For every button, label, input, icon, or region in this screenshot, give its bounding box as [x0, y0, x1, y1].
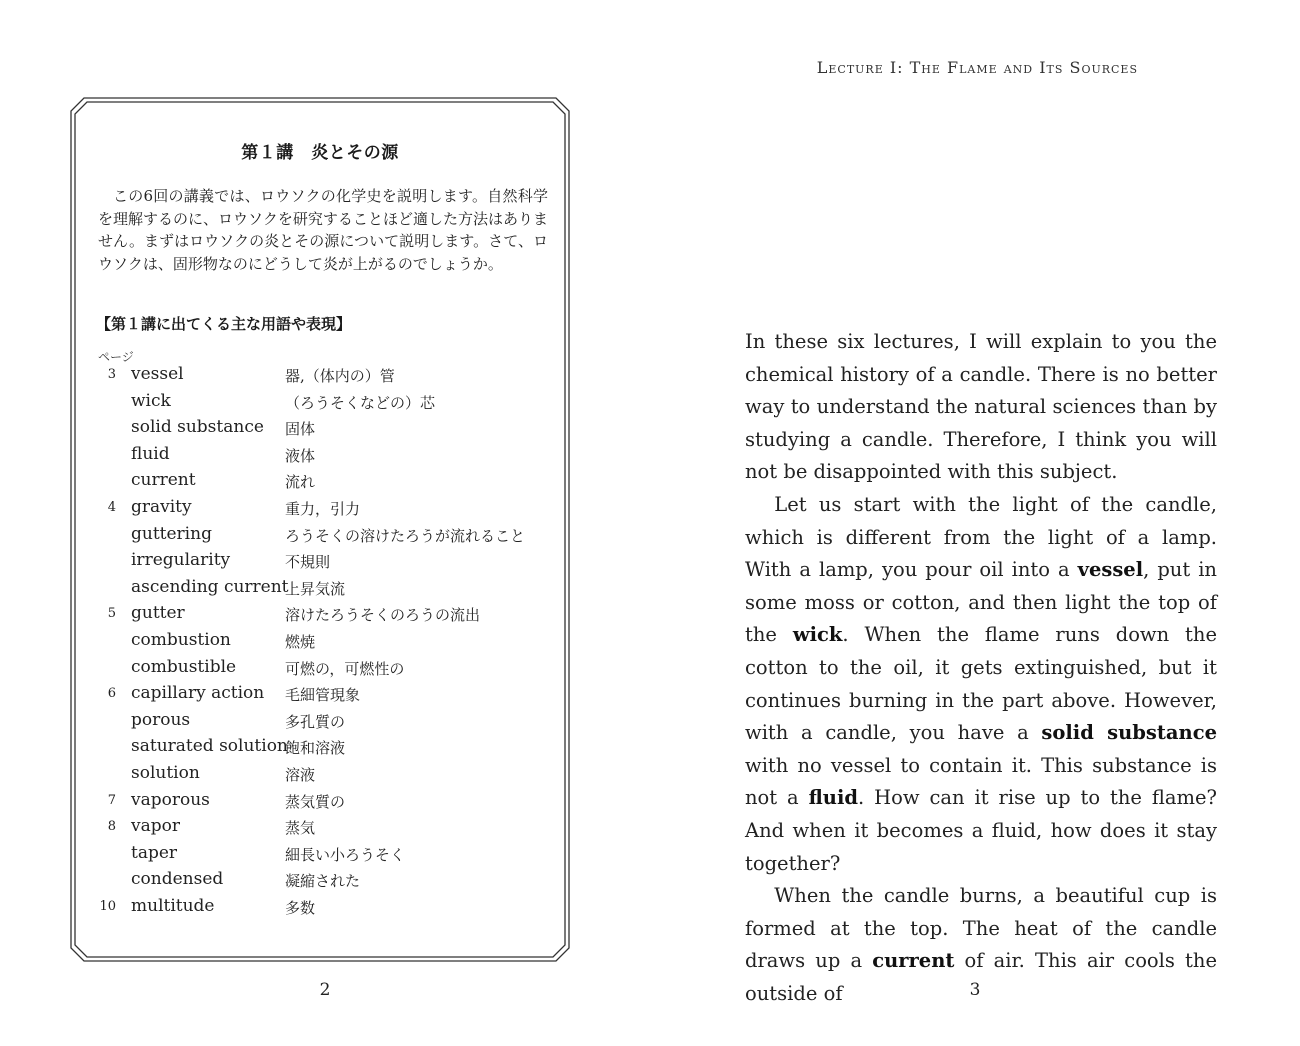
vocab-term-ja: 重力，引力 — [285, 499, 361, 518]
page-number-left: 2 — [319, 980, 331, 1000]
text-run: , put in some moss or cotton, and then light the top of the — [745, 558, 1217, 647]
vocab-term-ja: 固体 — [285, 420, 316, 439]
vocab-term-en: combustion — [131, 629, 231, 650]
vocab-page-number: 3 — [107, 367, 116, 382]
vocab-page-number: 5 — [107, 606, 116, 622]
vocab-row — [98, 443, 558, 470]
vocab-row — [98, 469, 558, 496]
vocab-row — [98, 390, 558, 417]
lecture-title-ja: 第１講 炎とその源 — [241, 143, 399, 163]
vocab-page-number: 4 — [107, 499, 116, 515]
vocab-term-en: capillary action — [131, 683, 265, 704]
vocab-page-number: 6 — [107, 686, 116, 702]
vocab-term-en: multitude — [131, 895, 215, 916]
vocab-row — [98, 868, 558, 895]
vocab-term-en: condensed — [131, 869, 224, 890]
vocab-term-ja: 多数 — [285, 898, 316, 917]
key-term: wick — [792, 623, 843, 647]
vocab-term-ja: 上昇気流 — [285, 579, 346, 598]
terms-heading: 【第１講に出てくる主な用語や表現】 — [96, 315, 352, 333]
vocab-row — [98, 789, 558, 816]
vocab-term-ja: ろうそくの溶けたろうが流れること — [285, 526, 526, 545]
vocab-term-ja: 溶けたろうそくのろうの流出 — [285, 606, 481, 625]
key-term: current — [872, 949, 955, 973]
vocab-row — [98, 815, 558, 842]
vocab-row — [98, 496, 558, 523]
vocab-row — [98, 842, 558, 869]
vocab-term-ja: 毛細管現象 — [285, 686, 361, 705]
right-page — [650, 0, 1300, 1046]
vocab-term-en: current — [131, 470, 196, 491]
body-paragraph — [745, 326, 1217, 489]
key-term: fluid — [808, 786, 859, 810]
vocab-term-en: vapor — [131, 816, 180, 837]
key-term: solid substance — [1041, 721, 1218, 745]
text-run: When the candle burns, a beautiful cup is formed at the top. The heat of the candle draws up a — [745, 884, 1217, 973]
vocab-term-en: saturated solution — [131, 736, 288, 757]
vocab-list — [98, 363, 558, 921]
vocab-term-ja: 流れ — [285, 473, 316, 492]
vocab-term-en: porous — [131, 709, 191, 730]
vocab-term-en: combustible — [131, 656, 237, 677]
text-run: . When the flame runs down the cotton to the oil, it gets extinguished, but it continues burning in the part above. However, with a candle, you have a — [745, 623, 1217, 745]
vocab-term-en: gutter — [131, 603, 185, 624]
vocab-row — [98, 523, 558, 550]
vocab-term-ja: 多孔質の — [285, 712, 346, 731]
vocab-term-ja: 蒸気 — [285, 819, 316, 838]
vocab-term-ja: 凝縮された — [285, 872, 361, 891]
vocab-term-en: vessel — [131, 364, 184, 384]
vocab-term-ja: 蒸気質の — [285, 792, 346, 811]
vocab-term-en: gravity — [131, 496, 192, 517]
vocab-row — [98, 602, 558, 629]
vocab-term-ja: 液体 — [285, 446, 316, 465]
vocab-row — [98, 709, 558, 736]
vocab-page-number: 7 — [107, 792, 116, 808]
running-head: Lecture I: The Flame and Its Sources — [816, 58, 1138, 77]
vocab-row — [98, 735, 558, 762]
vocab-term-en: vaporous — [131, 789, 210, 810]
text-run: . How can it rise up to the flame? And when it becomes a fluid, how does it stay together? — [745, 786, 1217, 875]
vocab-page-number: 8 — [107, 819, 116, 835]
vocab-term-ja: 燃焼 — [285, 632, 316, 651]
vocab-term-ja: 飽和溶液 — [285, 739, 346, 758]
text-run: of air. This air cools the outside of — [745, 949, 1217, 1005]
vocab-term-en: solid substance — [131, 417, 264, 438]
vocab-term-ja: （ろうそくなどの）芯 — [285, 393, 436, 412]
lecture-intro-ja: この6回の講義では、ロウソクの化学史を説明します。自然科学を理解するのに、ロウソクを研究することほど適した方法はありません。まずはロウソクの炎とその源について説明します。さて、ロウソクは、固形物なのにどうして炎が上がるのでしょうか。 — [98, 187, 548, 273]
page-number-right: 3 — [969, 980, 981, 1000]
vocab-term-en: solution — [131, 762, 200, 783]
text-run: Let us start with the light of the candle, which is different from the light of a lamp. With a lamp, you pour oil into a — [745, 492, 1217, 582]
text-run: In these six lectures, I will explain to you the chemical history of a candle. There is no better way to understand the natural sciences than by studying a candle. Therefore, I think you will not be disappointed with this subject. — [745, 330, 1217, 484]
vocab-row — [98, 656, 558, 683]
text-run: with no vessel to contain it. This substance is not a — [745, 753, 1217, 810]
vocab-term-ja: 器,（体内の）管 — [285, 367, 395, 385]
body-text — [745, 326, 1217, 1010]
vocab-term-en: irregularity — [131, 550, 231, 571]
vocab-row — [98, 363, 558, 390]
vocab-term-ja: 溶液 — [285, 765, 316, 784]
vocab-row — [98, 762, 558, 789]
page-column-label: ページ — [98, 350, 134, 364]
vocab-row — [98, 416, 558, 443]
vocab-page-number: 10 — [99, 898, 116, 914]
vocab-term-en: ascending current — [131, 576, 289, 597]
vocab-term-ja: 不規則 — [285, 553, 331, 572]
vocab-row — [98, 629, 558, 656]
vocab-row — [98, 682, 558, 709]
key-term: vessel — [1077, 558, 1144, 582]
vocab-row — [98, 549, 558, 576]
vocab-term-ja: 可燃の，可燃性の — [285, 659, 405, 678]
vocab-row — [98, 576, 558, 603]
vocab-term-en: taper — [131, 842, 178, 863]
vocab-term-en: guttering — [131, 523, 212, 544]
body-paragraph — [745, 489, 1217, 880]
vocab-term-en: fluid — [131, 443, 170, 464]
vocab-term-ja: 細長い小ろうそく — [285, 845, 406, 864]
vocab-term-en: wick — [131, 390, 171, 411]
vocab-row — [98, 895, 558, 922]
